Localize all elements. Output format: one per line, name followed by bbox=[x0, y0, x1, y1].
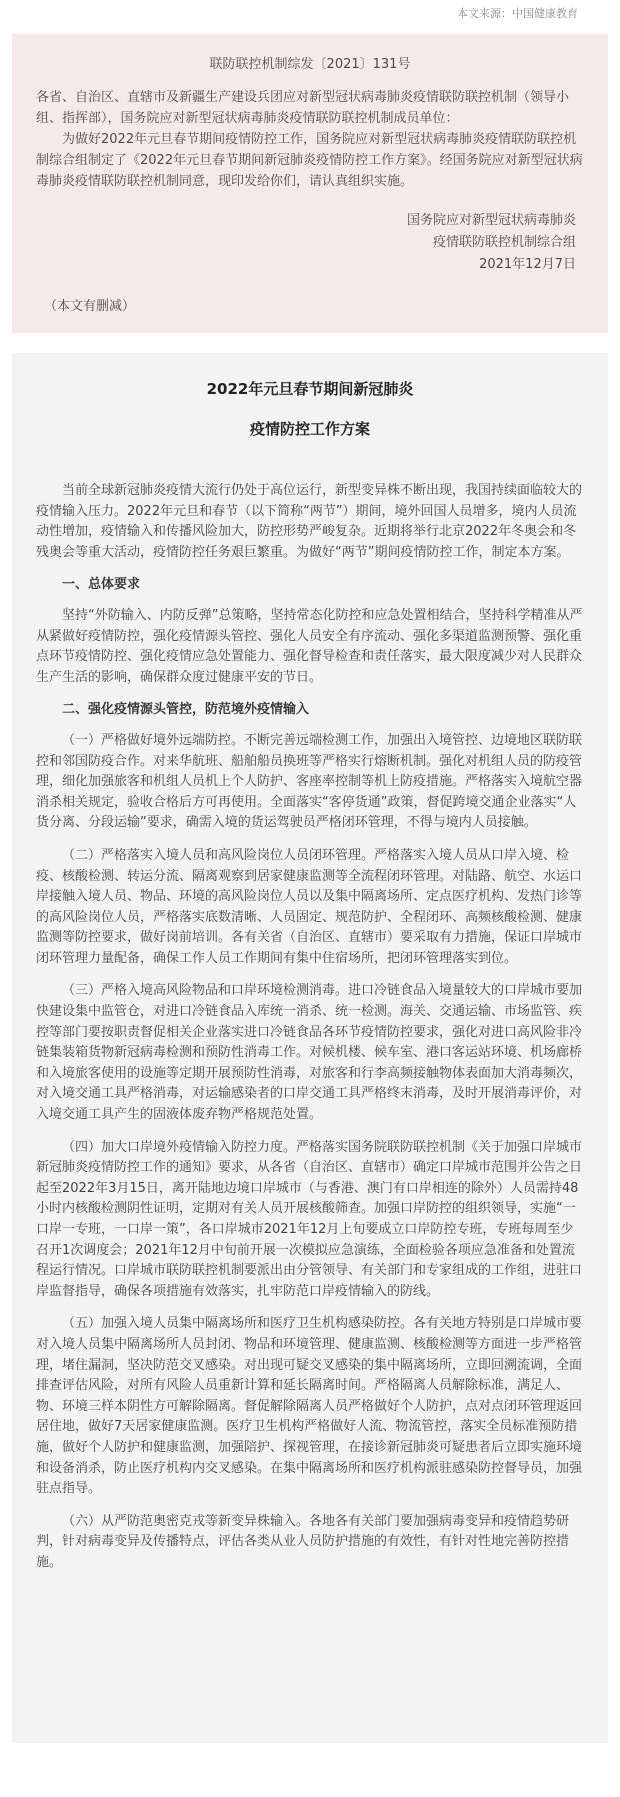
plan-item-6: （六）从严防范奥密克戎等新变异株输入。各地各有关部门要加强病毒变异和疫情趋势研判，针对病毒变异及传播特点，评估各类从业人员防护措施的有效性，有针对性地完善防控措施。 bbox=[36, 1513, 570, 1570]
notice-body: 为做好2022年元旦春节期间疫情防控工作，国务院应对新型冠状病毒肺炎疫情联防联控机制综合组制定了《2022年元旦春节期间新冠肺炎疫情防控工作方案》。经国务院应对新型冠状病毒肺炎疫情联防联控机制同意，现印发给你们，请认真组织实施。 bbox=[36, 132, 583, 189]
document-number: 联防联控机制综发〔2021〕131号 bbox=[209, 57, 411, 72]
plan-item-4: （四）加大口岸境外疫情输入防控力度。严格落实国务院联防联控机制《关于加强口岸城市新冠肺炎疫情防控工作的通知》要求，从各省（自治区、直辖市）确定口岸城市范围并公告之日起至2022年3月15日，离开陆地边境口岸城市（与香港、澳门有口岸相连的除外）人员需持48小时内核酸检测阴性证明，定期对有关人员开展核酸筛查。加强口岸防控的组织领导，实施“一口岸一专班，一口岸一策”，各口岸城市2021年12月上旬要成立口岸防控专班，专班每周至少召开1次调度会；2021年12月中旬前开展一次模拟应急演练，全面检验各项应急准备和处置流程运行情况。口岸城市联防联控机制要派出由分管领导、有关部门和专家组成的工作组，进驻口岸监督指导，确保各项措施有效落实，扎牢防范口岸疫情输入的防线。 bbox=[36, 1139, 583, 1299]
plan-item-3: （三）严格入境高风险物品和口岸环境检测消毒。进口冷链食品入境量较大的口岸城市要加快建设集中监管仓，对进口冷链食品入库统一消杀、统一检测。海关、交通运输、市场监管、疾控等部门要按职责督促相关企业落实进口冷链食品各环节疫情防控要求，强化对进口高风险非冷链集装箱货物新冠病毒检测和预防性消毒工作。对候机楼、候车室、港口客运站环境、机场廊桥和入境旅客使用的设施等定期开展预防性消毒，对旅客和行李高频接触物体表面加大消毒频次，对入境交通工具严格消毒，对运输感染者的口岸交通工具严格终末消毒，及时开展消毒评价，对入境交通工具产生的固液体废弃物严格规范处置。 bbox=[36, 983, 583, 1123]
plan-title-line1: 2022年元旦春节期间新冠肺炎 bbox=[206, 380, 414, 398]
signature-org-line1: 国务院应对新型冠状病毒肺炎 bbox=[406, 213, 576, 228]
signature-block bbox=[36, 210, 584, 276]
section-body-general: 坚持“外防输入、内防反弹”总策略，坚持常态化防控和应急处置相结合，坚持科学精准从严从紧做好疫情防控，强化疫情源头管控、强化人员安全有序流动、强化多渠道监测预警、强化重点环节疫情防控、强化疫情应急处置能力、强化督导检查和责任落实，最大限度减少对人民群众生产生活的影响，确保群众度过健康平安的节日。 bbox=[36, 607, 583, 685]
signature-date: 2021年12月7日 bbox=[479, 257, 576, 272]
section-heading-source-control: 二、强化疫情源头管控，防范境外疫情输入 bbox=[62, 702, 310, 718]
source-credit: 本文来源：中国健康教育 bbox=[457, 7, 578, 20]
plan-item-5: （五）加强入境人员集中隔离场所和医疗卫生机构感染防控。各有关地方特别是口岸城市要对入境人员集中隔离场所人员封闭、物品和环境管理、健康监测、核酸检测等方面进一步严格管理，堵住漏洞，坚决防范交叉感染。对出现可疑交叉感染的集中隔离场所，立即回溯流调，全面排查评估风险，对所有风险人员重新计算和延长隔离时间。严格隔离人员解除标准，满足人、物、环境三样本阴性方可解除隔离。督促解除隔离人员严格做好个人防护，点对点闭环管理返回居住地，做好7天居家健康监测。医疗卫生机构严格做好人流、物流管控，落实全员标准预防措施，做好个人防护和健康监测，加强陪护、探视管理，在接诊新冠肺炎可疑患者后立即实施环境和设备消杀，防止医疗机构内交叉感染。在集中隔离场所和医疗机构派驻感染防控督导员，加强驻点指导。 bbox=[36, 1316, 583, 1497]
notice-box bbox=[12, 34, 608, 333]
plan-intro: 当前全球新冠肺炎疫情大流行仍处于高位运行，新型变异株不断出现，我国持续面临较大的疫情输入压力。2022年元旦和春节（以下简称“两节”）期间，境外回国人员增多，境内人员流动性增加，疫情输入和传播风险加大，防控形势严峻复杂。近期将举行北京2022年冬奥会和冬残奥会等重大活动，疫情防控任务艰巨繁重。为做好“两节”期间疫情防控工作，制定本方案。 bbox=[36, 483, 583, 560]
plan-item-1: （一）严格做好境外远端防控。不断完善远端检测工作，加强出入境管控、边境地区联防联控和邻国防疫合作。对来华航班、船舶船员换班等严格实行熔断机制。强化对机组人员的防疫管理，细化加强旅客和机组人员机上个人防护、客座率控制等机上防疫措施。严格落实入境航空器消杀相关规定，验收合格后方可再使用。全面落实“客停货通”政策，督促跨境交通企业落实“人货分离、分段运输”要求，确需入境的货运驾驶员严格闭环管理，不得与境内人员接触。 bbox=[36, 732, 583, 831]
plan-box bbox=[12, 353, 608, 1743]
plan-item-2: （二）严格落实入境人员和高风险岗位人员闭环管理。严格落实入境人员从口岸入境、检疫、核酸检测、转运分流、隔离观察到居家健康监测等全流程闭环管理。对陆路、航空、水运口岸接触入境人员、物品、环境的高风险岗位人员以及集中隔离场所、定点医疗机构、发热门诊等的高风险岗位人员，严格落实底数清晰、人员固定、规范防护、全程闭环、高频核酸检测、健康监测等防控要求，做好岗前培训。各有关省（自治区、直辖市）要采取有力措施，保证口岸城市闭环管理力量配备，确保工作人员工作期间有集中住宿场所，把闭环管理落实到位。 bbox=[36, 847, 583, 966]
section-gap bbox=[0, 333, 620, 353]
abridged-note: （本文有删减） bbox=[44, 299, 136, 314]
addressee: 各省、自治区、直辖市及新疆生产建设兵团应对新型冠状病毒肺炎疫情联防联控机制（领导小组、指挥部），国务院应对新型冠状病毒肺炎疫情联防联控机制成员单位： bbox=[36, 90, 570, 126]
plan-title bbox=[36, 377, 584, 441]
signature-org-line2: 疫情联防联控机制综合组 bbox=[432, 235, 576, 250]
section-heading-general: 一、总体要求 bbox=[62, 577, 141, 593]
plan-title-line2: 疫情防控工作方案 bbox=[249, 420, 370, 438]
